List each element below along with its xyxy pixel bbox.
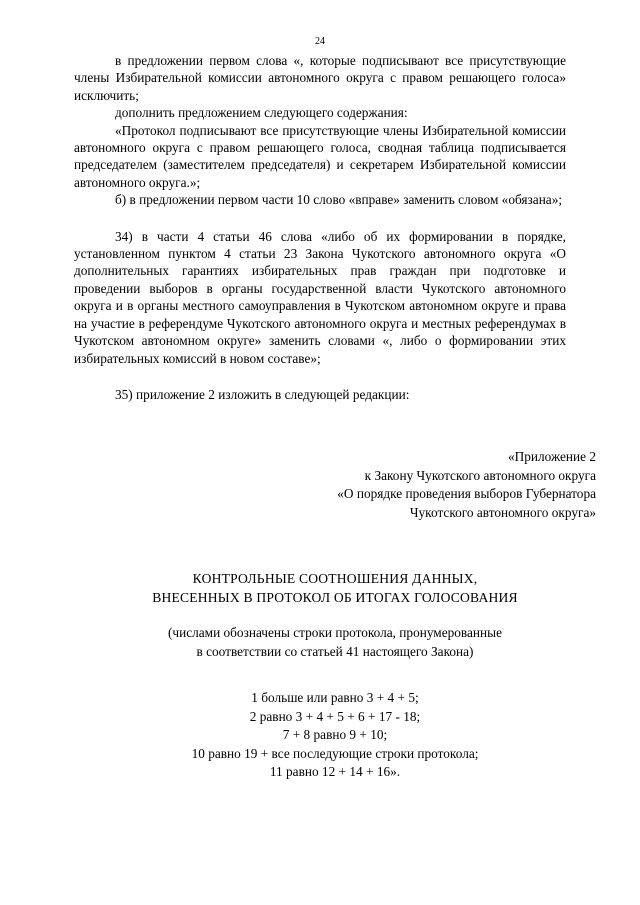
ratio-line: 1 больше или равно 3 + 4 + 5; <box>251 690 419 705</box>
paragraph-add-sentence: дополнить предложением следующего содержания: <box>115 105 408 121</box>
appendix-line: «О порядке проведения выборов Губернатора <box>337 486 596 502</box>
paragraph-item-34: 34) в части 4 статьи 46 слова «либо об их формировании в порядке, установленном пунктом 4 статьи 23 Закона Чукотского автономного округа «О дополнительных гарантиях избирательных прав граждан при подготовке и проведении выборов в органы государственной власти Чукотского автономного округа и в органы местного самоуправления в Чукотском автономном округе и права на участие в референдуме Чукотского автономного округа и местных референдумах в Чукотском автономном округе» заменить словами «, либо о формировании этих избирательных комиссий в новом составе»; <box>74 228 566 366</box>
paragraph-protocol-quote: «Протокол подписывают все присутствующие члены Избирательной комиссии автономного округа с правом решающего голоса, сводная таблица подписывается председателем (заместителем председателя) и секретарем Избирательной комиссии автономного округа.»; <box>74 122 566 190</box>
appendix-header <box>74 448 596 522</box>
note-line: в соответствии со статьей 41 настоящего Закона) <box>196 643 474 659</box>
note-line: (числами обозначены строки протокола, пронумерованные <box>167 625 502 640</box>
ratio-line: 11 равно 12 + 14 + 16». <box>269 764 401 780</box>
title-line: КОНТРОЛЬНЫЕ СООТНОШЕНИЯ ДАННЫХ, <box>192 571 478 586</box>
title-line: ВНЕСЕННЫХ В ПРОТОКОЛ ОБ ИТОГАХ ГОЛОСОВАНИЯ <box>152 590 518 605</box>
appendix-line: Чукотского автономного округа» <box>409 504 596 520</box>
ratio-line: 7 + 8 равно 9 + 10; <box>282 727 388 743</box>
page-number: 24 <box>315 36 325 47</box>
appendix-line: к Закону Чукотского автономного округа <box>364 467 596 483</box>
paragraph-item-35: 35) приложение 2 изложить в следующей редакции: <box>115 386 410 402</box>
appendix-line: «Приложение 2 <box>508 449 596 464</box>
ratio-line: 2 равно 3 + 4 + 5 + 6 + 17 - 18; <box>249 708 421 724</box>
paragraph-gap <box>74 367 566 386</box>
paragraph-exclusion: в предложении первом слова «, которые подписывают все присутствующие члены Избирательной комиссии автономного округа с правом решающего голоса» исключить; <box>74 53 566 103</box>
section-title <box>74 569 596 607</box>
control-ratios <box>74 689 596 782</box>
paragraph-gap <box>74 209 566 228</box>
body-text <box>74 52 566 403</box>
ratio-line: 10 равно 19 + все последующие строки протокола; <box>191 745 479 761</box>
title-note <box>74 624 596 661</box>
paragraph-item-b: б) в предложении первом части 10 слово «вправе» заменить словом «обязана»; <box>115 192 563 208</box>
